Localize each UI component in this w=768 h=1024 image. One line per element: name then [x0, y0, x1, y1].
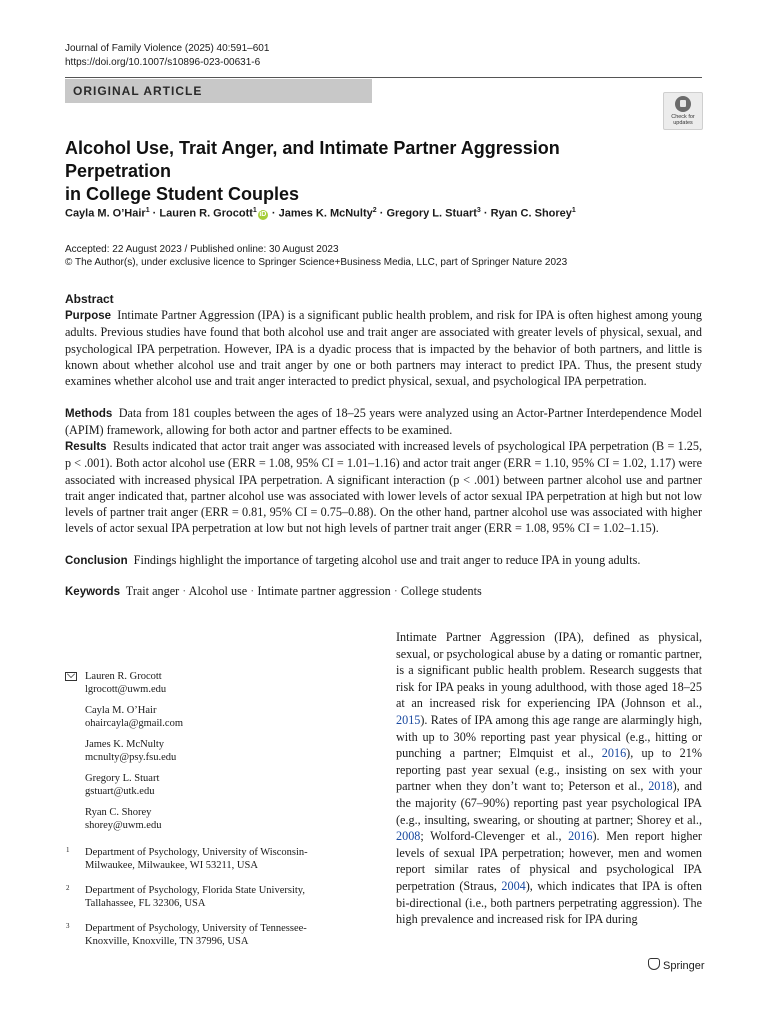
author-separator: · — [149, 207, 160, 220]
author-separator: · — [480, 207, 491, 220]
conclusion-text: Findings highlight the importance of targeting alcohol use and trait anger to reduce IPA in young adults. — [133, 553, 641, 567]
author-affiliation-mark: 1 — [145, 207, 150, 214]
keyword[interactable]: College students — [400, 584, 482, 598]
conclusion-label: Conclusion — [65, 555, 128, 567]
author-affiliation-mark: 1 — [252, 207, 257, 214]
author-name[interactable]: Ryan C. Shorey — [490, 207, 572, 220]
contact-email[interactable]: gstuart@utk.edu — [85, 786, 155, 797]
body-text-segment: Intimate Partner Aggression (IPA), defined as physical, sexual, or psychological abuse by a dating or romantic partner, is a significant public health problem. Research suggests that risk for IPA peaks in young adulthood, with those aged 18–25 at an increased risk for experiencing IPA (Johnson et al., — [396, 630, 702, 711]
contact-name: Lauren R. Grocott — [85, 671, 162, 682]
contact-email[interactable]: ohaircayla@gmail.com — [85, 718, 184, 729]
author-affiliation-mark: 2 — [372, 207, 377, 214]
body-text-segment: ). Men report higher levels of sexual IPA perpetration; however, men and women report similar rates of physical and psychological IPA perpetration (Straus, — [396, 829, 702, 893]
contact-name: Cayla M. O’Hair — [85, 705, 157, 716]
citation-link[interactable]: 2018 — [648, 779, 673, 794]
title-line-1: Alcohol Use, Trait Anger, and Intimate Partner Aggression Perpetration — [65, 138, 560, 181]
abstract-results — [65, 438, 702, 537]
publication-dates: Accepted: 22 August 2023 / Published online: 30 August 2023 — [65, 244, 339, 255]
purpose-text: Intimate Partner Aggression (IPA) is a significant public health problem, and risk for IPA is often highest among young adults. Previous studies have found that both alcohol use and trait anger are associated with greater levels of physical, sexual, and psychological IPA perpetration. However, IPA is a dyadic process that is impacted by the behavior of both partners, and little is known about whether alcohol use and trait anger by one or both partners may interact to predict IPA. Thus, the present study examines whether alcohol use and trait anger interacted to predict physical, sexual, and psychological IPA perpetration. — [65, 308, 703, 389]
header-rule — [65, 77, 702, 78]
results-text: Results indicated that actor trait anger was associated with increased levels of psychological IPA perpetration (B = 1.25, p < .001). Both actor alcohol use (ERR = 1.08, 95% CI = 1.01–1.16) and actor trait anger (ERR = 1.10, 95% CI = 1.02, 1.17) were associated with increased physical IPA perpetration. A significant interaction (p < .001) between partner alcohol use and partner trait anger indicated that, partner alcohol use was associated with lower levels of actor sexual IPA perpetration at high but not low levels of partner trait anger (ERR = 0.81, 95% CI = 0.75–0.88). On the other hand, partner alcohol use was associated with higher levels of actor sexual IPA perpetration at low but not high levels of partner trait anger (ERR = 1.08, 95% CI = 1.02–1.15). — [65, 439, 703, 536]
envelope-icon — [65, 672, 77, 681]
affiliation-text: Department of Psychology, University of Wisconsin-Milwaukee, Milwaukee, WI 53211, USA — [85, 847, 308, 871]
body-text-segment: ), and the majority (67–90%) reporting past year psychological IPA (e.g., insulting, swearing, or shouting at partner; Shorey et al., — [396, 779, 703, 827]
keyword-separator: · — [390, 584, 401, 598]
methods-text: Data from 181 couples between the ages of 18–25 years were analyzed using an Actor-Partner Interdependence Model (APIM) framework, allowing for both actor and partner effects to be examined. — [65, 406, 703, 438]
contact-email[interactable]: lgrocott@uwm.edu — [85, 684, 167, 695]
affiliation-text: Department of Psychology, University of Tennessee-Knoxville, Knoxville, TN 37996, USA — [85, 923, 307, 947]
introduction-paragraph — [396, 629, 702, 928]
keyword-separator: · — [179, 584, 189, 598]
abstract-purpose — [65, 307, 702, 389]
check-for-updates-label: Check for updates — [671, 114, 695, 126]
affiliation-number: 2 — [66, 884, 70, 892]
citation-link[interactable]: 2004 — [501, 878, 526, 893]
bookmark-icon — [675, 96, 691, 112]
contact-entry — [65, 806, 327, 832]
keyword-separator: · — [247, 584, 258, 598]
purpose-label: Purpose — [65, 310, 112, 322]
article-type-banner — [65, 79, 372, 103]
body-text-segment: ). Rates of IPA among this age range are alarmingly high, with up to 30% reporting past year physical (e.g., hitting or punching a partner; Elmquist et al., — [396, 712, 702, 761]
contact-entry — [65, 670, 327, 696]
author-name[interactable]: Gregory L. Stuart — [386, 207, 477, 220]
author-affiliation-mark: 1 — [571, 207, 576, 214]
article-title — [65, 137, 665, 206]
contact-email[interactable]: shorey@uwm.edu — [85, 820, 162, 831]
springer-horse-icon — [648, 958, 660, 970]
affiliation-number: 1 — [66, 846, 70, 854]
author-separator: · — [376, 207, 387, 220]
author-name[interactable]: Lauren R. Grocott — [159, 207, 253, 220]
body-text-segment: ), up to 21% reporting past year sexual (e.g., insisting on sex with your partner when they don’t want to; Peterson et al., — [396, 746, 702, 794]
citation-link[interactable]: 2016 — [568, 829, 593, 844]
body-text-segment: ; Wolford-Clevenger et al., — [420, 829, 569, 844]
publisher-logo — [648, 958, 705, 972]
publisher-name: Springer — [663, 960, 705, 972]
contact-email[interactable]: mcnulty@psy.fsu.edu — [85, 752, 177, 763]
body-text-segment: ), which indicates that IPA is often bi-directional (i.e., both partners perpetrating aggression). The high prevalence and increased risk for IPA during — [396, 878, 703, 927]
check-for-updates-badge[interactable] — [663, 92, 703, 130]
article-type-label: ORIGINAL ARTICLE — [73, 84, 203, 98]
contact-name: Gregory L. Stuart — [85, 773, 160, 784]
abstract-methods — [65, 405, 702, 439]
contact-entry — [65, 738, 327, 764]
affiliation-number: 3 — [66, 922, 70, 930]
journal-citation: Journal of Family Violence (2025) 40:591–601 — [65, 43, 270, 54]
keyword[interactable]: Alcohol use — [188, 584, 248, 598]
affiliation-1 — [65, 846, 327, 872]
keyword[interactable]: Trait anger — [125, 584, 180, 598]
orcid-icon[interactable]: iD — [259, 210, 267, 218]
copyright-notice: © The Author(s), under exclusive licence to Springer Science+Business Media, LLC, part of Springer Nature 2023 — [65, 257, 568, 268]
contact-name: Ryan C. Shorey — [85, 807, 152, 818]
keywords-label: Keywords — [65, 586, 120, 598]
methods-label: Methods — [65, 408, 113, 420]
author-separator: · — [268, 207, 279, 220]
citation-link[interactable]: 2016 — [601, 746, 627, 761]
citation-link[interactable]: 2008 — [396, 829, 421, 844]
author-name[interactable]: James K. McNulty — [278, 207, 373, 220]
abstract-conclusion — [65, 552, 702, 569]
keyword[interactable]: Intimate partner aggression — [257, 584, 391, 598]
affiliation-text: Department of Psychology, Florida State University, Tallahassee, FL 32306, USA — [85, 885, 305, 909]
contact-entry — [65, 704, 327, 730]
affiliation-3 — [65, 922, 327, 948]
citation-link[interactable]: 2015 — [396, 712, 421, 727]
author-affiliation-mark: 3 — [476, 207, 481, 214]
contact-entry — [65, 772, 327, 798]
keywords — [65, 583, 482, 600]
abstract-heading: Abstract — [65, 292, 114, 306]
doi-link[interactable]: https://doi.org/10.1007/s10896-023-00631-6 — [65, 57, 261, 68]
author-name[interactable]: Cayla M. O’Hair — [65, 207, 146, 220]
results-label: Results — [65, 441, 107, 453]
affiliation-2 — [65, 884, 327, 910]
author-list — [65, 203, 576, 222]
title-line-2: in College Student Couples — [65, 184, 300, 204]
correspondence-block — [65, 670, 327, 948]
contact-name: James K. McNulty — [85, 739, 165, 750]
